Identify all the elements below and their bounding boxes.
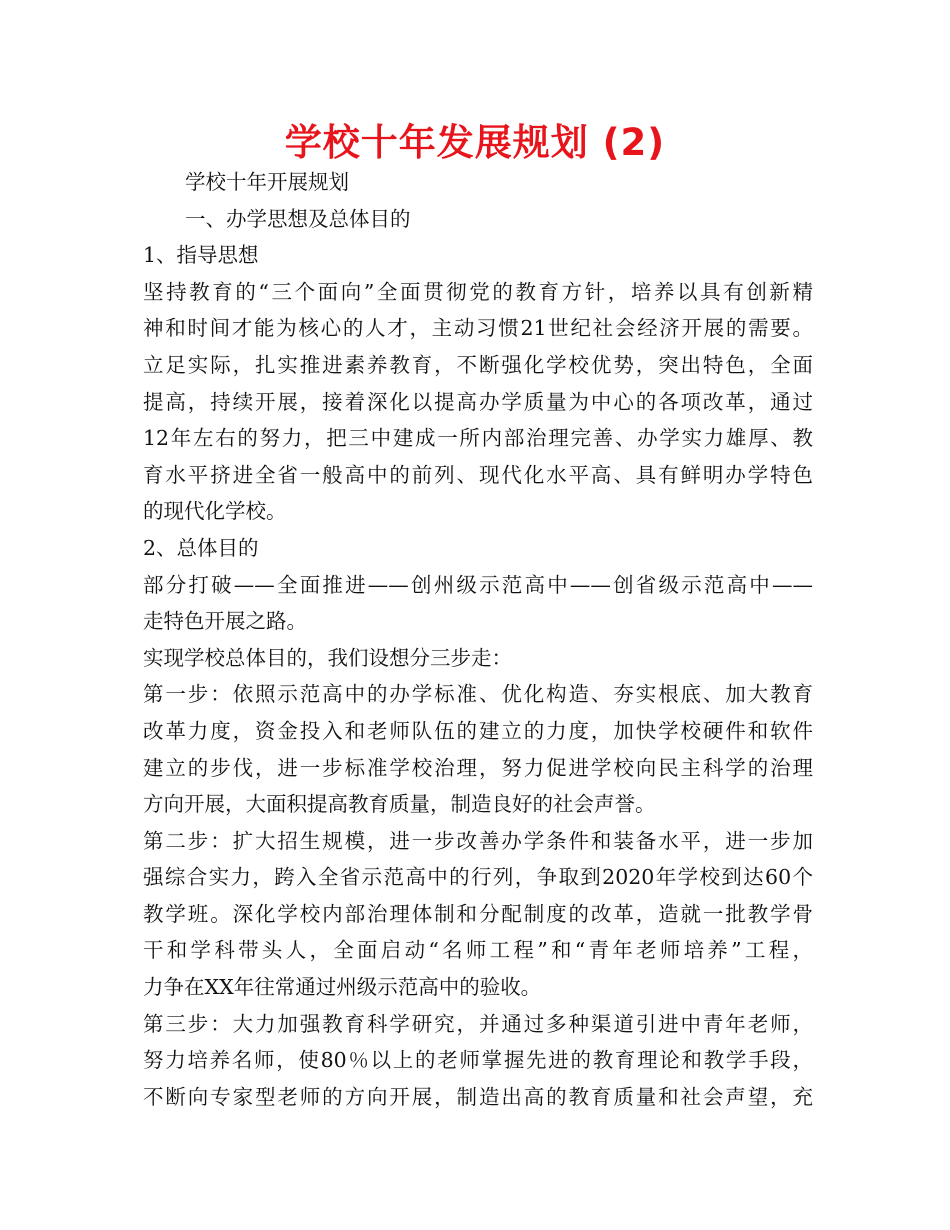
body-line: 教学班。深化学校内部治理体制和分配制度的改革，造就一批教学骨: [143, 901, 813, 926]
body-line: 强综合实力，跨入全省示范高中的行列，争取到2020年学校到达60个: [143, 865, 813, 890]
body-line: 努力培养名师，使80％以上的老师掌握先进的教育理论和教学手段，: [143, 1048, 813, 1073]
body-line: 1、指导思想: [143, 243, 259, 268]
body-line: 建立的步伐，进一步标准学校治理，努力促进学校向民主科学的治理: [143, 755, 813, 780]
body-line: 2、总体目的: [143, 535, 259, 560]
body-line: 一、办学思想及总体目的: [185, 206, 411, 231]
body-line: 力争在XX年往常通过州级示范高中的验收。: [143, 975, 542, 1000]
document-title: 学校十年发展规划 (2): [284, 121, 666, 164]
body-line: 第一步：依照示范高中的办学标准、优化构造、夯实根底、加大教育: [143, 682, 813, 707]
body-line: 学校十年开展规划: [185, 170, 349, 194]
body-line: 改革力度，资金投入和老师队伍的建立的力度，加快学校硬件和软件: [143, 718, 813, 743]
body-line: 不断向专家型老师的方向开展，制造出高的教育质量和社会声望，充: [143, 1084, 813, 1109]
body-line: 立足实际，扎实推进素养教育，不断强化学校优势，突出特色，全面: [143, 352, 813, 377]
document-body: [143, 164, 813, 1115]
body-line: 坚持教育的“三个面向”全面贯彻党的教育方针，培养以具有创新精: [143, 279, 813, 304]
body-line: 实现学校总体目的，我们设想分三步走：: [143, 645, 512, 670]
body-line: 部分打破——全面推进——创州级示范高中——创省级示范高中——: [143, 572, 813, 597]
body-line: 育水平挤进全省一般高中的前列、现代化水平高、具有鲜明办学特色: [143, 462, 813, 487]
body-line: 第三步：大力加强教育科学研究，并通过多种渠道引进中青年老师，: [143, 1011, 813, 1036]
body-line: 提高，持续开展，接着深化以提高办学质量为中心的各项改革，通过: [143, 389, 813, 414]
body-line: 方向开展，大面积提高教育质量，制造良好的社会声誉。: [143, 792, 656, 817]
body-line: 第二步：扩大招生规模，进一步改善办学条件和装备水平，进一步加: [143, 828, 813, 853]
body-line: 干和学科带头人，全面启动“名师工程”和“青年老师培养”工程，: [143, 938, 813, 963]
body-line: 的现代化学校。: [143, 499, 287, 524]
body-line: 走特色开展之路。: [143, 609, 307, 634]
body-line: 12年左右的努力，把三中建成一所内部治理完善、办学实力雄厚、教: [143, 426, 813, 451]
body-line: 神和时间才能为核心的人才，主动习惯21世纪社会经济开展的需要。: [143, 316, 813, 341]
